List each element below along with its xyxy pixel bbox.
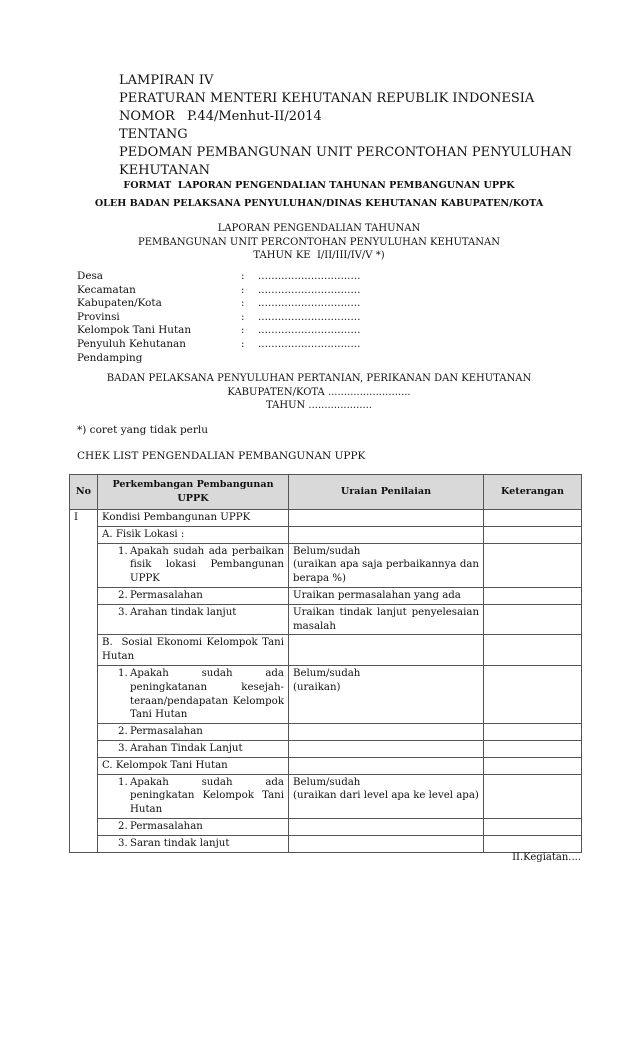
header-no: No [70,475,98,510]
field-value[interactable]: ............................... [258,310,361,323]
field-colon: : [241,337,245,350]
header-line: LAMPIRAN IV [119,73,214,88]
item-number: 2. [118,589,128,601]
field-colon: : [241,283,245,296]
field-row-provinsi [77,311,360,325]
keterangan-cell[interactable] [484,818,582,835]
uraian-cell[interactable] [289,740,484,757]
keterangan-cell[interactable] [484,510,582,527]
field-label: Provinsi [77,310,120,323]
uraian-cell[interactable] [289,818,484,835]
keterangan-cell[interactable] [484,774,582,818]
regulation-header [119,72,572,181]
header-perkembangan: Perkembangan Pembangunan UPPK [98,475,289,510]
table-row [70,757,582,774]
item-number: 3. [118,837,128,849]
field-value[interactable]: ............................... [258,297,361,310]
uraian-cell[interactable] [289,510,484,527]
field-colon: : [241,270,245,282]
uraian-cell[interactable]: Uraikan permasalahan yang ada [289,587,484,604]
item-text: Permasalahan [130,820,203,832]
table-row [70,543,582,587]
footnote: *) coret yang tidak perlu [77,424,209,436]
keterangan-cell[interactable] [484,724,582,741]
subsection-title: B. Sosial Ekonomi Kelompok Tani Hutan [98,635,289,666]
item-number: 2. [118,726,128,738]
field-label: Desa [77,270,104,282]
subsection-title: A. Fisik Lokasi : [98,526,289,543]
table-row [70,774,582,818]
field-label: Kecamatan [77,283,136,296]
field-colon: : [241,324,245,337]
field-row-pendamping [77,352,360,366]
uraian-cell[interactable] [289,724,484,741]
keterangan-cell[interactable] [484,740,582,757]
agency-block [0,372,638,413]
format-title [0,177,638,213]
item-number: 1. [118,667,128,679]
identity-fields [77,270,360,365]
table-row [70,587,582,604]
item-number: 1. [118,776,128,788]
item-text: Apakah sudah ada perbaikan fisik lokasi Pembangunan UPPK [130,545,284,585]
item-text: Apakah sudah ada peningkatanan kesejah-teraan/pendapatan Kelompok Tani Hutan [130,667,284,721]
keterangan-cell[interactable] [484,635,582,666]
field-label: Kelompok Tani Hutan [77,324,192,337]
item-text: Arahan tindak lanjut [130,606,237,618]
keterangan-cell[interactable] [484,587,582,604]
item-text: Saran tindak lanjut [130,837,230,849]
table-header-row [70,475,582,510]
item-text: Arahan Tindak Lanjut [130,742,243,754]
uraian-status: Belum/sudah [293,667,361,679]
table-row [70,510,582,527]
uraian-cell[interactable] [289,526,484,543]
uraian-detail: (uraikan apa saja perbaikannya dan berapa %) [293,559,479,585]
agency-line3: TAHUN .................... [266,400,372,411]
field-row-kecamatan [77,284,360,298]
item-text: Permasalahan [130,726,203,738]
field-label: Penyuluh Kehutanan [77,337,186,350]
field-value[interactable]: ............................... [258,337,361,350]
table-row [70,526,582,543]
table-row [70,724,582,741]
uraian-status: Belum/sudah [293,776,361,788]
uraian-cell[interactable] [289,665,484,723]
header-line: NOMOR P.44/Menhut-II/2014 [119,109,322,125]
field-row-kabupaten [77,297,360,311]
field-value[interactable]: ............................... [258,324,361,337]
checklist-table [69,474,582,853]
item-text: Permasalahan [130,589,203,601]
item-number: 3. [118,742,128,754]
table-row [70,835,582,852]
header-keterangan: Keterangan [484,475,582,510]
keterangan-cell[interactable] [484,665,582,723]
keterangan-cell[interactable] [484,835,582,852]
uraian-cell[interactable] [289,757,484,774]
uraian-detail: (uraikan) [293,681,341,693]
field-colon: : [241,310,245,323]
table-row [70,635,582,666]
field-row-desa [77,270,360,284]
item-number: 2. [118,820,128,832]
header-uraian: Uraian Penilaian [289,475,484,510]
field-row-kelompok [77,324,360,338]
field-value[interactable]: ............................... [258,270,361,282]
agency-line1: BADAN PELAKSANA PENYULUHAN PERTANIAN, PERIKANAN DAN KEHUTANAN [106,373,532,384]
continuation-label: II.Kegiatan.... [512,852,581,863]
field-label: Kabupaten/Kota [77,297,162,310]
table-row [70,818,582,835]
item-number: 3. [118,606,128,618]
checklist-title: CHEK LIST PENGENDALIAN PEMBANGUNAN UPPK [77,450,366,462]
header-line: PEDOMAN PEMBANGUNAN UNIT PERCONTOHAN PENYULUHAN [119,145,572,161]
field-colon: : [241,297,245,310]
keterangan-cell[interactable] [484,604,582,635]
report-title-line2: PEMBANGUNAN UNIT PERCONTOHAN PENYULUHAN KEHUTANAN [138,236,500,248]
header-line: KEHUTANAN [119,163,210,179]
uraian-cell[interactable] [289,635,484,666]
format-title-line1: FORMAT LAPORAN PENGENDALIAN TAHUNAN PEMBANGUNAN UPPK [123,180,515,191]
row-number: I [70,510,98,853]
header-line: PERATURAN MENTERI KEHUTANAN REPUBLIK INDONESIA [119,91,535,107]
format-title-line2: OLEH BADAN PELAKSANA PENYULUHAN/DINAS KEHUTANAN KABUPATEN/KOTA [94,198,544,209]
uraian-cell[interactable]: Uraikan tindak lanjut penyelesaian masalah [289,604,484,635]
uraian-cell[interactable] [289,774,484,818]
table-row [70,665,582,723]
header-line: TENTANG [119,127,188,143]
item-text: Apakah sudah ada peningkatan Kelompok Tani Hutan [130,776,284,816]
uraian-status: Belum/sudah [293,545,361,557]
keterangan-cell[interactable] [484,526,582,543]
field-label: Pendamping [77,351,143,364]
uraian-detail: (uraikan dari level apa ke level apa) [293,790,479,802]
uraian-cell[interactable] [289,835,484,852]
report-title-line3: TAHUN KE I/II/III/IV/V *) [253,250,385,261]
section-title: Kondisi Pembangunan UPPK [98,510,289,527]
keterangan-cell[interactable] [484,543,582,587]
report-title [0,222,638,263]
field-row-penyuluh [77,338,360,352]
agency-line2: KABUPATEN/KOTA .......................... [227,386,411,398]
keterangan-cell[interactable] [484,757,582,774]
field-value[interactable]: ............................... [258,283,361,296]
report-title-line1: LAPORAN PENGENDALIAN TAHUNAN [217,223,421,234]
subsection-title: C. Kelompok Tani Hutan [98,757,289,774]
table-row [70,740,582,757]
table-row [70,604,582,635]
item-number: 1. [118,545,128,557]
uraian-cell[interactable] [289,543,484,587]
